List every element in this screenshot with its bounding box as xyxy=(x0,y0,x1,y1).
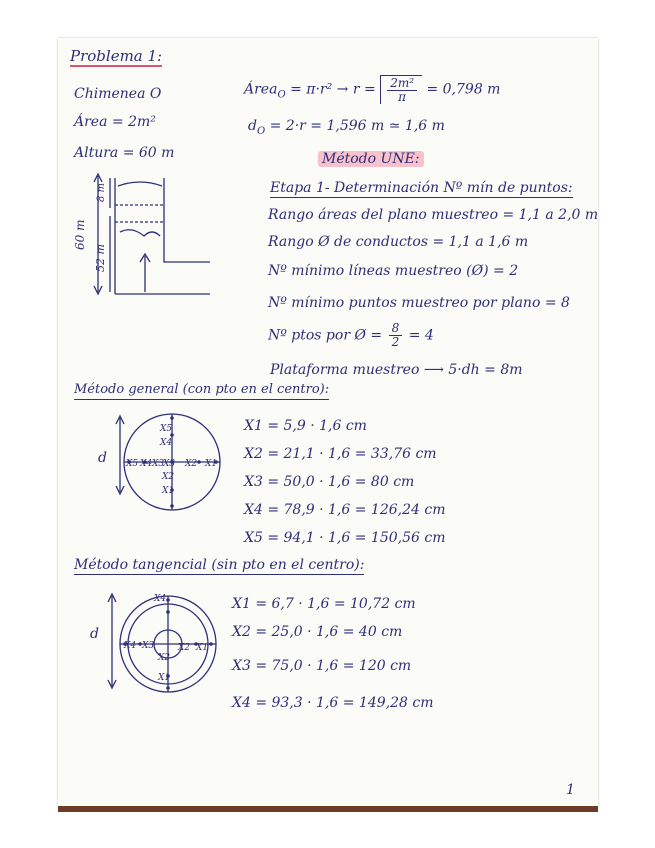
platform-line: Plataforma muestreo ⟶ 5·dh = 8m xyxy=(270,362,523,378)
general-calc-2: X2 = 21,1 · 1,6 = 33,76 cm xyxy=(244,446,437,462)
points-per-diameter-line: Nº ptos por Ø = $\frac{8}{2}$ = 4 xyxy=(268,321,434,349)
range-area-line: Rango áreas del plano muestreo = 1,1 a 2,0 m xyxy=(268,207,599,223)
general-calc-5: X5 = 94,1 · 1,6 = 150,56 cm xyxy=(244,530,446,546)
diameter-formula: $d_O = 2\cdot r = 1,596$ m ≃ 1,6 m xyxy=(248,118,445,137)
tangential-label-x1-bottom: X1 xyxy=(158,673,171,683)
problem-title: Problema 1: xyxy=(70,47,163,65)
tangential-label-x1-right: X1 xyxy=(196,643,209,653)
height-lower-label: 52 m xyxy=(94,244,107,272)
points-fraction: $\frac{8}{2}$ xyxy=(389,322,403,349)
tangential-calc-3: X3 = 75,0 · 1,6 = 120 cm xyxy=(232,658,412,674)
given-chimney: Chimenea O xyxy=(74,86,162,102)
range-diameter-line: Rango Ø de conductos = 1,1 a 1,6 m xyxy=(268,234,529,250)
general-label-x5-top: X5 xyxy=(160,424,173,434)
min-points-line: Nº mínimo puntos muestreo por plano = 8 xyxy=(268,295,570,311)
tangential-label-x4-top: X4 xyxy=(154,594,167,604)
general-label-x3: X3 xyxy=(163,459,176,469)
general-label-x5-left: X5 xyxy=(126,459,139,469)
given-height: Altura = 60 m xyxy=(74,145,175,161)
stage-1-heading: Etapa 1- Determinación Nº mín de puntos: xyxy=(270,180,573,196)
general-label-x2-right: X2 xyxy=(185,459,198,469)
given-area: Área = 2m² xyxy=(74,114,156,130)
general-label-x3-left: X3 xyxy=(152,459,165,469)
height-top-label: 8 m xyxy=(96,182,107,202)
tangential-d-label: d xyxy=(90,626,99,642)
area-formula: Área$_O$ = π·r² → r = $\frac{\text{2m²}}{\pi}$ = 0,798 m xyxy=(244,76,501,104)
tangential-label-x3-left: X3 xyxy=(142,641,155,651)
min-lines-line: Nº mínimo líneas muestreo (Ø) = 2 xyxy=(268,263,519,279)
tangential-calc-2: X2 = 25,0 · 1,6 = 40 cm xyxy=(232,624,403,640)
method-general-heading: Método general (con pto en el centro): xyxy=(74,382,329,400)
general-label-x4-left: X4 xyxy=(140,459,153,469)
tangential-label-x2-bottom: X2 xyxy=(158,653,171,663)
general-label-x1-bottom: X1 xyxy=(162,486,175,496)
general-label-x1-right: X1 xyxy=(205,459,218,469)
method-tangential-heading: Método tangencial (sin pto en el centro): xyxy=(74,557,365,573)
tangential-calc-1: X1 = 6,7 · 1,6 = 10,72 cm xyxy=(232,596,416,612)
method-une-heading: Método UNE: xyxy=(318,151,424,167)
general-label-x4-top: X4 xyxy=(160,438,173,448)
page-number: 1 xyxy=(566,782,575,798)
height-total-label: 60 m xyxy=(73,219,87,250)
tangential-calc-4: X4 = 93,3 · 1,6 = 149,28 cm xyxy=(232,695,434,711)
general-calc-4: X4 = 78,9 · 1,6 = 126,24 cm xyxy=(244,502,446,518)
area-fraction: $\frac{\text{2m²}}{\pi}$ xyxy=(387,77,417,104)
tangential-label-x4-left: X4 xyxy=(124,641,137,651)
general-calc-1: X1 = 5,9 · 1,6 cm xyxy=(244,418,367,434)
tangential-label-x2-right: X2 xyxy=(178,643,191,653)
general-calc-3: X3 = 50,0 · 1,6 = 80 cm xyxy=(244,474,415,490)
general-d-label: d xyxy=(98,450,107,466)
general-label-x2-bottom: X2 xyxy=(162,472,175,482)
